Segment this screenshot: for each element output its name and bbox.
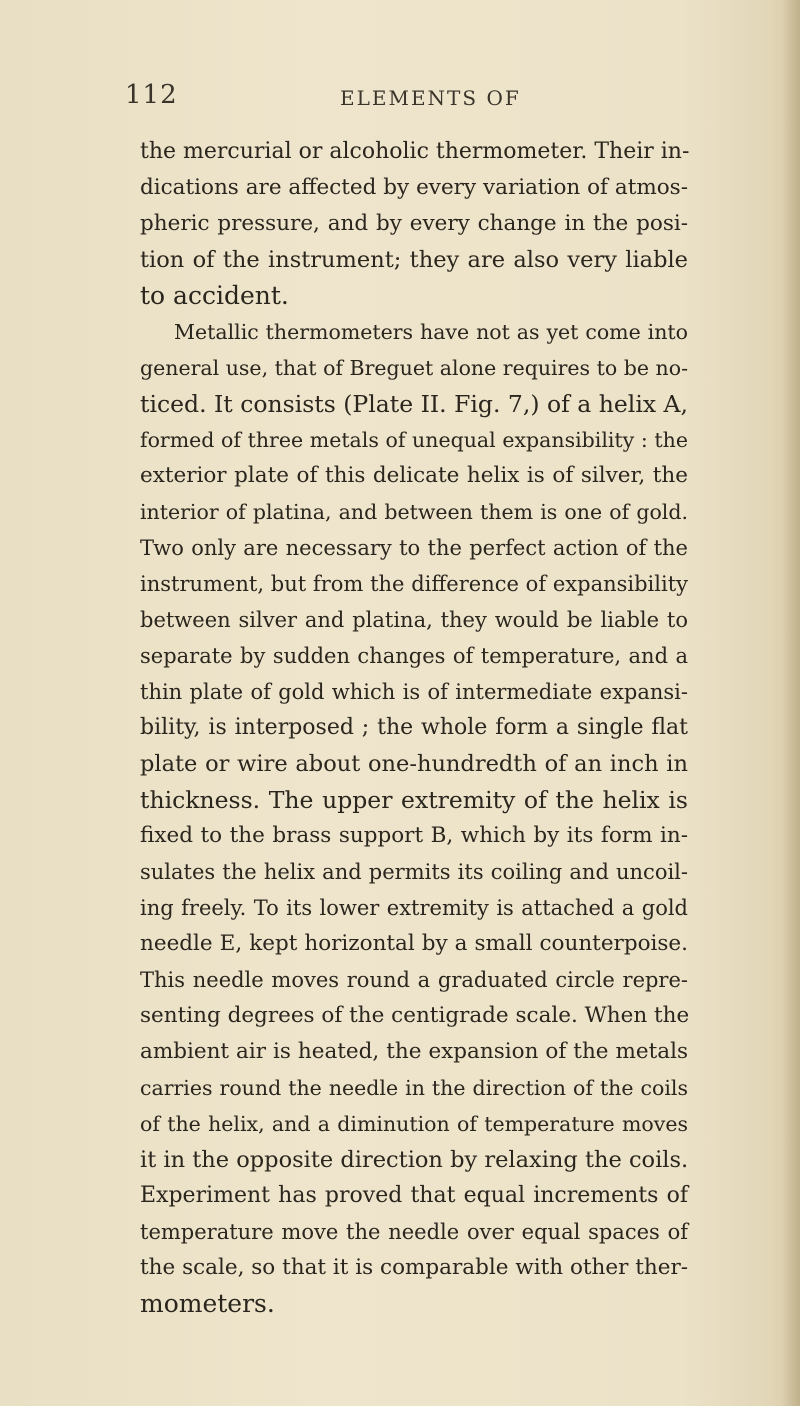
text-line: mometers. [140, 1289, 275, 1318]
text-line: interior of platina, and between them is one of gold. [140, 500, 688, 524]
page-number: 112 [125, 80, 178, 110]
text-line: temperature move the needle over equal spaces of [140, 1220, 688, 1244]
text-line: ambient air is heated, the expansion of the metals [140, 1039, 688, 1064]
running-head: ELEMENTS OF [340, 86, 521, 110]
text-line: of the helix, and a diminution of temperature moves [140, 1112, 688, 1136]
text-line: ticed. It consists (Plate II. Fig. 7,) of a helix A, [140, 390, 688, 418]
text-line: general use, that of Breguet alone requires to be no- [140, 356, 688, 380]
text-line: the mercurial or alcoholic thermometer. Their in- [140, 139, 690, 164]
text-line: Experiment has proved that equal increments of [140, 1183, 688, 1208]
text-line: sulates the helix and permits its coiling and uncoil- [140, 860, 688, 884]
text-line: exterior plate of this delicate helix is of silver, the [140, 463, 688, 488]
text-line: pheric pressure, and by every change in the posi- [140, 211, 688, 236]
text-line: separate by sudden changes of temperature, and a [140, 644, 688, 668]
text-line: This needle moves round a graduated circle repre- [140, 968, 688, 992]
text-line: instrument, but from the difference of expansibility [140, 572, 688, 596]
text-line: ing freely. To its lower extremity is attached a gold [140, 896, 688, 920]
text-line: plate or wire about one-hundredth of an inch in [140, 751, 688, 777]
text-line: needle E, kept horizontal by a small counterpoise. [140, 931, 688, 956]
text-line: between silver and platina, they would be liable to [140, 608, 688, 632]
text-line: Two only are necessary to the perfect action of the [140, 536, 688, 560]
page-edge-shadow [782, 0, 800, 1406]
text-line: formed of three metals of unequal expansibility : the [140, 428, 688, 452]
text-line: the scale, so that it is comparable with other ther- [140, 1255, 688, 1280]
text-line: bility, is interposed ; the whole form a single flat [140, 715, 688, 740]
text-line: thin plate of gold which is of intermediate expansi- [140, 680, 688, 704]
text-line: tion of the instrument; they are also very liable [140, 247, 688, 273]
text-line: senting degrees of the centigrade scale. When the [140, 1003, 690, 1028]
text-line: dications are affected by every variation of atmos- [140, 175, 688, 200]
text-line: Metallic thermometers have not as yet come into [174, 320, 688, 344]
text-line: fixed to the brass support B, which by its form in- [140, 823, 688, 848]
text-line: thickness. The upper extremity of the helix is [140, 786, 688, 814]
text-line: it in the opposite direction by relaxing the coils. [140, 1147, 689, 1173]
text-line: to accident. [140, 281, 289, 310]
text-line: carries round the needle in the direction of the coils [140, 1076, 688, 1100]
